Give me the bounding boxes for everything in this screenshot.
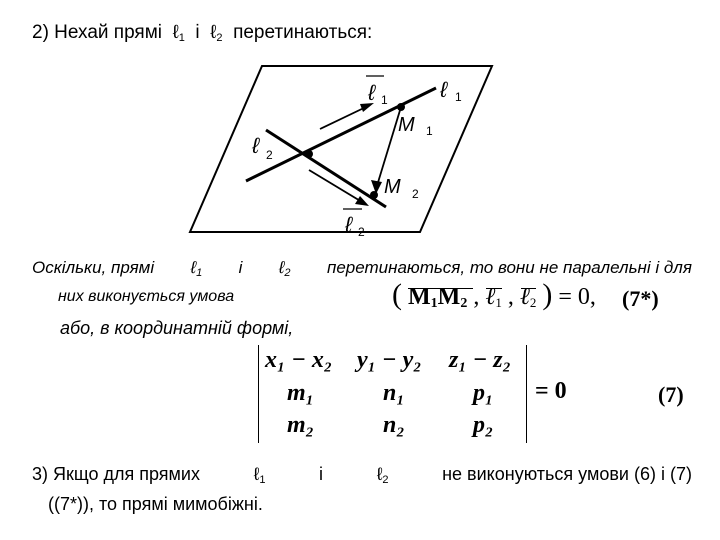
heading-prefix: 2) Нехай прямі	[32, 22, 163, 43]
determinant-matrix	[253, 345, 583, 445]
matrix-r1c2: y₁ − y₂	[357, 347, 422, 373]
point-intersection	[305, 150, 313, 158]
label-m2: M	[384, 176, 401, 198]
f7s-m2-sub: 2	[460, 296, 468, 311]
label-m1: M	[398, 114, 415, 136]
f7s-comma2: ,	[507, 284, 514, 310]
item3-part1: 3) Якщо для прямих	[32, 464, 200, 484]
matrix-r1c3: z₁ − z₂	[449, 347, 511, 373]
matrix-r2c3: p₁	[473, 380, 494, 406]
formula-7star-tag	[622, 286, 659, 312]
matrix-r3c1: m₂	[287, 412, 315, 438]
formula-7star	[392, 278, 596, 312]
item3-l2-wrap	[377, 464, 389, 486]
label-l2-bar-sub: 2	[358, 225, 365, 239]
matrix-r2c2: n₁	[383, 380, 405, 406]
intersecting-lines-diagram	[0, 0, 720, 250]
f7s-l1-wrap	[485, 284, 508, 310]
f7s-vector-bar	[408, 288, 473, 289]
f7-tag-text: (7)	[658, 382, 684, 407]
para-and: і	[238, 258, 243, 277]
matrix-right-bar	[526, 345, 527, 443]
item3-l1-wrap	[254, 464, 266, 486]
matrix-r1c1: x₁ − x₂	[265, 347, 333, 373]
formula-7-tag	[658, 382, 684, 408]
item3-l2: ℓ	[376, 464, 383, 484]
item3-l1: ℓ	[253, 464, 260, 484]
f7s-l2-bar	[521, 288, 537, 289]
para-l1-sub: 1	[196, 267, 203, 279]
paragraph-line3	[60, 318, 293, 339]
para-line1-part2: перетинаються, то вони не паралельні і для	[326, 258, 692, 277]
heading-conj: і	[195, 22, 200, 43]
matrix-r3c2: n₂	[383, 412, 405, 438]
f7s-l1-bar	[486, 288, 502, 289]
f7s-m1: M	[408, 284, 431, 310]
paragraph-line1	[32, 258, 692, 279]
heading-suffix: перетинаються:	[233, 22, 373, 43]
heading-l1-sub: 1	[178, 32, 185, 44]
label-l2-sub: 2	[266, 148, 273, 162]
matrix-r2c1: m₁	[287, 380, 315, 406]
heading-l1: ℓ	[172, 22, 179, 43]
f7s-close: )	[542, 278, 553, 311]
vector-l2-arrowhead	[355, 196, 369, 206]
f7s-comma1: ,	[473, 284, 480, 310]
label-l1-sub: 1	[455, 90, 462, 104]
item3-part2: не виконуються умови (6) і (7)	[442, 464, 692, 484]
f7s-l2: ℓ	[519, 284, 530, 310]
label-l1-bar-sub: 1	[381, 93, 388, 107]
item3-line2	[48, 494, 263, 515]
f7s-eq: = 0,	[558, 284, 596, 310]
f7s-l2-wrap	[520, 284, 543, 310]
f7s-open: (	[392, 278, 402, 311]
label-l1-bar: ℓ	[368, 80, 376, 105]
f7s-l2-sub: 2	[529, 295, 537, 310]
label-l2: ℓ	[252, 133, 260, 158]
para-line1-l2-wrap	[279, 258, 291, 279]
point-m2	[370, 191, 378, 199]
matrix-r3c3: p₂	[473, 412, 494, 438]
item3-l2-sub: 2	[382, 474, 389, 486]
para-l2: ℓ	[278, 258, 285, 277]
label-l2-bar: ℓ	[345, 212, 353, 237]
matrix-left-bar	[258, 345, 259, 443]
f7s-vector	[408, 284, 473, 310]
f7s-tag-text: (7*)	[622, 286, 659, 311]
heading-l2-sub: 2	[216, 32, 223, 44]
f7s-m1-sub: 1	[430, 296, 438, 311]
f7s-l1: ℓ	[485, 284, 496, 310]
para-line3-text: або, в координатній формі,	[60, 318, 294, 338]
para-line2-text: них виконується умова	[58, 288, 235, 305]
para-l1: ℓ	[190, 258, 197, 277]
item3-l1-sub: 1	[259, 474, 266, 486]
item3-line1	[32, 464, 692, 486]
label-m1-sub: 1	[426, 124, 433, 138]
item3-line2-text: ((7*)), то прямі мимобіжні.	[48, 494, 263, 514]
label-m2-sub: 2	[412, 187, 419, 201]
heading-l2: ℓ	[210, 22, 217, 43]
label-l1: ℓ	[440, 77, 448, 102]
item3-and: і	[319, 464, 324, 484]
f7s-m2: M	[437, 284, 461, 310]
point-m1	[397, 103, 405, 111]
matrix-eq: = 0	[535, 378, 567, 404]
para-l2-sub: 2	[284, 267, 291, 279]
paragraph-line2	[58, 288, 234, 306]
para-line1-l1-wrap	[191, 258, 203, 279]
para-line1-part1: Оскільки, прямі	[32, 258, 155, 277]
f7s-l1-sub: 1	[495, 295, 502, 310]
